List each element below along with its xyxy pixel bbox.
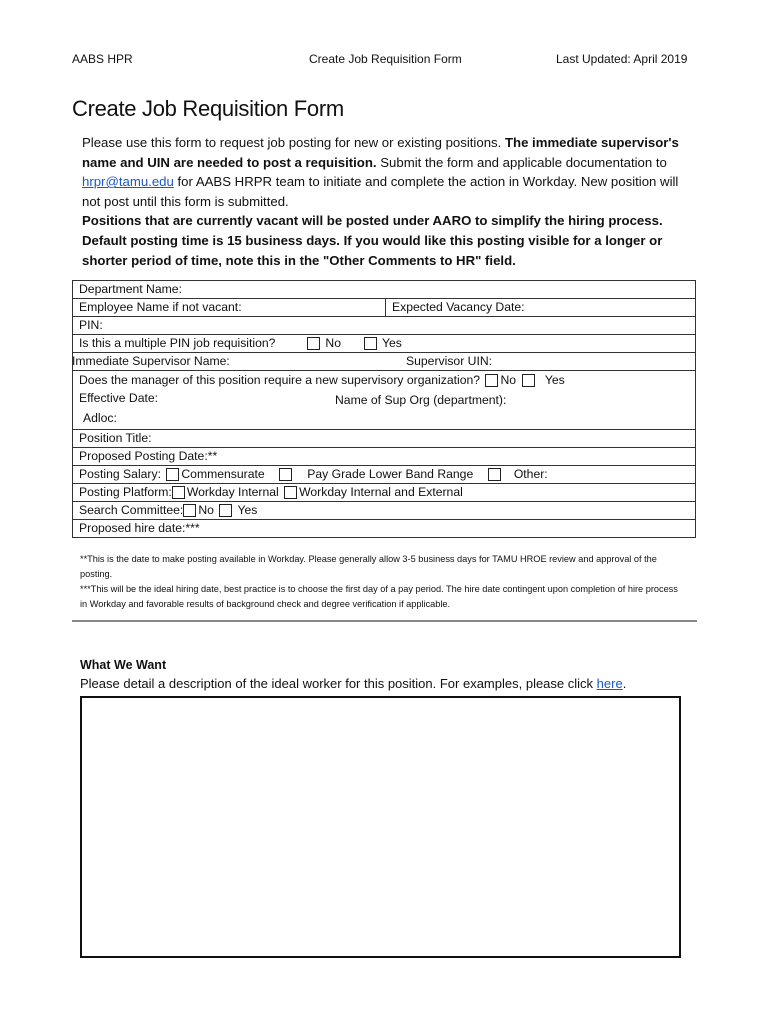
row-posting-date [73, 447, 695, 465]
other-salary-label: Other: [513, 467, 548, 481]
department-label[interactable]: Department Name: [79, 282, 182, 296]
pay-grade-checkbox[interactable] [279, 468, 292, 481]
workday-int-ext-label: Workday Internal and External [299, 485, 463, 499]
row-posting-platform [73, 483, 695, 501]
search-committee-label: Search Committee: [79, 503, 184, 517]
effective-date-label[interactable]: Effective Date: [79, 391, 159, 405]
footnote-hire-date: ***This will be the ideal hiring date, best practice is to choose the first day of a pay period. The hire date contingent upon completion of hire process in Workday and favorable results of background check and degree verification if applicable. [80, 584, 678, 609]
multiple-pin-label: Is this a multiple PIN job requisition? [79, 336, 276, 350]
what-we-want-text: Please detail a description of the ideal worker for this position. For examples, please click [80, 676, 597, 691]
posting-date-label[interactable]: Proposed Posting Date:** [79, 449, 218, 463]
other-salary-checkbox[interactable] [488, 468, 501, 481]
commensurate-label: Commensurate [181, 467, 265, 481]
search-committee-yes-checkbox[interactable] [219, 504, 232, 517]
intro-p2: Submit the form and applicable documentation to [376, 154, 667, 170]
commensurate-checkbox[interactable] [166, 468, 179, 481]
new-sup-org-yes-checkbox[interactable] [522, 374, 535, 387]
row-position-title [73, 429, 695, 447]
new-sup-org-no-checkbox[interactable] [485, 374, 498, 387]
page-title: Create Job Requisition Form [72, 96, 344, 121]
multiple-pin-no-label: No [325, 336, 341, 350]
intro-text [82, 133, 682, 270]
multiple-pin-yes-checkbox[interactable] [364, 337, 377, 350]
column-divider [385, 299, 386, 316]
posting-salary-label: Posting Salary: [79, 467, 161, 481]
search-committee-no-label: No [198, 503, 214, 517]
adloc-label[interactable]: Adloc: [83, 411, 117, 425]
supervisor-uin-label[interactable]: Supervisor UIN: [406, 354, 493, 368]
footnotes [80, 552, 680, 612]
workday-internal-checkbox[interactable] [172, 486, 185, 499]
search-committee-yes-label: Yes [237, 503, 258, 517]
position-title-label[interactable]: Position Title: [79, 431, 152, 445]
pay-grade-label: Pay Grade Lower Band Range [307, 467, 474, 481]
new-sup-org-no-label: No [500, 373, 517, 387]
footnote-posting-date: **This is the date to make posting available in Workday. Please generally allow 3-5 business days for TAMU HROE review and approval of the posting. [80, 554, 657, 579]
row-supervisor [73, 352, 695, 370]
new-sup-org-yes-label: Yes [544, 373, 565, 387]
new-sup-org-label: Does the manager of this position require a new supervisory organization? [79, 373, 481, 387]
section-divider [72, 620, 697, 622]
row-employee [73, 298, 695, 316]
ideal-worker-description-box[interactable] [80, 696, 681, 958]
row-department [73, 281, 695, 298]
row-search-committee [73, 501, 695, 519]
multiple-pin-no-checkbox[interactable] [307, 337, 320, 350]
requisition-form-table [72, 280, 696, 538]
intro-p3: for AABS HRPR team to initiate and complete the action in Workday. New position will not post until this form is submitted. [82, 174, 679, 209]
what-we-want-tail: . [622, 676, 627, 691]
header-right: Last Updated: April 2019 [556, 52, 688, 66]
intro-bold-1: The immediate supervisor's name and UIN are needed to post a requisition. [82, 135, 679, 170]
intro-bold-2: Positions that are currently vacant will be posted under AARO to simplify the hiring process. Default posting time is 15 business days. If you would like this posting visible for a longer or shorter period of time, note this in the "Other Comments to HR" field. [82, 213, 663, 268]
workday-int-ext-checkbox[interactable] [284, 486, 297, 499]
examples-here-link[interactable]: here [596, 676, 623, 691]
supervisor-name-label[interactable]: Immediate Supervisor Name: [72, 354, 230, 368]
email-link[interactable]: hrpr@tamu.edu [82, 174, 174, 190]
what-we-want-instructions [80, 676, 626, 691]
employee-name-label[interactable]: Employee Name if not vacant: [79, 300, 242, 314]
hire-date-label[interactable]: Proposed hire date:*** [79, 521, 200, 535]
multiple-pin-yes-label: Yes [381, 336, 402, 350]
workday-internal-label: Workday Internal [186, 485, 279, 499]
posting-platform-label: Posting Platform: [79, 485, 172, 499]
row-multiple-pin [73, 334, 695, 352]
row-pin [73, 316, 695, 334]
intro-p1: Please use this form to request job posting for new or existing positions. [82, 135, 505, 150]
search-committee-no-checkbox[interactable] [183, 504, 196, 517]
row-sup-org [73, 370, 695, 429]
what-we-want-heading: What We Want [80, 658, 167, 672]
row-posting-salary [73, 465, 695, 483]
header-center: Create Job Requisition Form [309, 52, 462, 66]
pin-label[interactable]: PIN: [79, 318, 103, 332]
sup-org-name-label[interactable]: Name of Sup Org (department): [335, 393, 507, 407]
vacancy-date-label[interactable]: Expected Vacancy Date: [392, 300, 525, 314]
row-hire-date [73, 519, 695, 537]
header-left: AABS HPR [72, 52, 133, 66]
